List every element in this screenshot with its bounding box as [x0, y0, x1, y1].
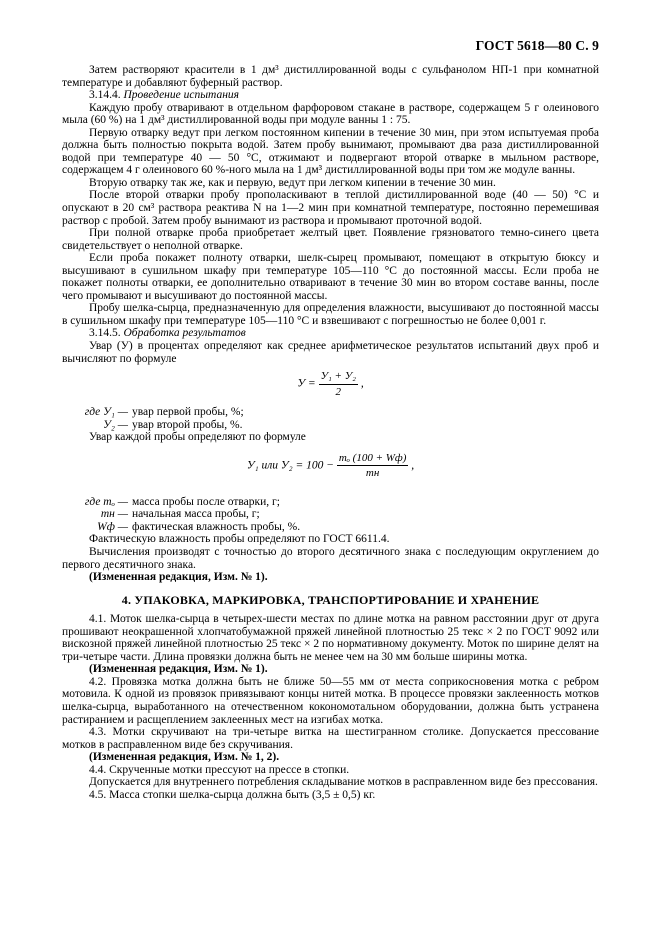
formula-yield [62, 452, 599, 492]
paragraph: 4.1. Моток шелка-сырца в четырех-шести местах по длине мотка на равном расстоянии друг от друга прошивают неокрашенной хлопчатобумажной пряжей линейной плотностью 25 текс × 2 по ГОСТ 9092 или вискозной пряжей линейной плотностью 25 текс × 2 по нормативному документу. Моток по ширине делят на три-четыре части. Длина провязки должна быть не менее чем на 30 мм больше ширины мотка. [62, 613, 599, 663]
paragraph: Первую отварку ведут при легком постоянном кипении в течение 30 мин, при этом испытуемая проба должна быть полностью покрыта водой. Затем пробу вынимают, промывают два раза дистиллированной водой при температуре 40 — 50 °С, отжимают и подвергают второй отварке в мыльном растворе, содержащем 4 г олеинового 60 %-ного мыла на 1 дм³ дистиллированной воды при том же модуле ванны. [62, 126, 599, 177]
subsection-number: 3.14.5. [89, 327, 121, 340]
section-heading: 4. УПАКОВКА, МАРКИРОВКА, ТРАНСПОРТИРОВАНИЕ И ХРАНЕНИЕ [121, 592, 540, 607]
subsection-number: 3.14.4. [89, 89, 121, 102]
paragraph: Фактическую влажность пробы определяют по ГОСТ 6611.4. [89, 533, 390, 546]
paragraph: 4.3. Мотки скручивают на три-четыре витка на шестигранном столике. Допускается прессование мотков в расправленном виде без скручивания. [62, 726, 599, 751]
formula-average [62, 370, 599, 402]
formula-numerator: mₒ (100 + Wф) [337, 452, 409, 467]
formula-lhs: У = [297, 377, 316, 390]
legend-text: масса пробы после отварки, г; [132, 495, 280, 508]
page-header: ГОСТ 5618—80 С. 9 [475, 38, 599, 53]
paragraph: 4.4. Скрученные мотки прессуют на прессе в стопки. [89, 763, 350, 776]
revision-note: (Измененная редакция, Изм. № 1, 2). [89, 751, 280, 764]
paragraph: 4.2. Провязка мотка должна быть не ближе 50—55 мм от места соприкосновения мотка с ребром мотовила. К одной из провязок привязывают концы нитей мотка. В процессе провязки заклеенность мотков шелка-сырца, выработанного на отечественном кокономотальном оборудовании, должна быть устранена растиранием и расщеплением заклеенных мест на изгибах мотка. [62, 675, 599, 726]
legend-row [62, 508, 599, 521]
subsection-heading [62, 89, 599, 102]
document-body [62, 64, 599, 801]
formula-legend [62, 406, 599, 431]
legend-symbol: где У₁ — [84, 406, 128, 419]
legend-row [62, 521, 599, 534]
subsection-heading [62, 327, 599, 340]
formula-tail: , [411, 459, 415, 472]
subsection-title: Обработка результатов [123, 327, 246, 340]
formula-fraction [337, 452, 409, 480]
legend-row [62, 496, 599, 509]
paragraph: Если проба покажет полноту отварки, шелк-сырец промывают, помещают в открытую бюксу и высушивают в сушильном шкафу при температуре 105—110 °С до постоянной массы. Если проба не покажет полноты отварки, ее дополнительно отваривают в течение 30 мин во втором составе ванны, после чего промывают и высушивают до постоянной массы. [62, 252, 599, 302]
legend-row [62, 406, 599, 419]
formula-denominator: 2 [335, 385, 341, 398]
formula-lhs: У₁ или У₂ = 100 − [246, 459, 334, 472]
subsection-title: Проведение испытания [123, 89, 239, 102]
revision-note: (Измененная редакция, Изм. № 1). [89, 571, 268, 584]
legend-row [62, 419, 599, 432]
formula-legend [62, 496, 599, 534]
paragraph: При полной отварке проба приобретает желтый цвет. Появление грязноватого темно-синего цвета свидетельствует о неполной отварке. [62, 227, 599, 252]
legend-text: увар второй пробы, %. [132, 418, 243, 431]
formula-tail: , [360, 377, 364, 390]
paragraph: 4.5. Масса стопки шелка-сырца должна быть (3,5 ± 0,5) кг. [89, 788, 376, 801]
paragraph: Каждую пробу отваривают в отдельном фарфоровом стакане в растворе, содержащем 5 г олеинового мыла (60 %) на 1 дм³ дистиллированной воды при модуле ванны 1 : 75. [62, 101, 599, 127]
paragraph: После второй отварки пробу прополаскивают в теплой дистиллированной воде (40 — 50) °С и опускают в 20 см³ раствора реактива N на 1—2 мин при комнатной температуре, постоянно перемешивая раствор с пробой. Затем пробу вынимают из раствора и промывают проточной водой. [62, 189, 599, 227]
revision-note: (Измененная редакция, Изм. № 1). [89, 663, 268, 676]
paragraph: Затем растворяют красители в 1 дм³ дистиллированной воды с сульфанолом НП-1 при комнатной температуре и добавляют буферный раствор. [62, 64, 599, 89]
formula-fraction [319, 370, 358, 398]
legend-text: фактическая влажность пробы, %. [132, 520, 301, 533]
legend-text: увар первой пробы, %; [132, 406, 244, 419]
formula-denominator: mн [365, 467, 380, 480]
paragraph: Вычисления производят с точностью до второго десятичного знака с последующим округлением до первого десятичного знака. [62, 545, 599, 571]
legend-symbol: Wф — [97, 520, 128, 533]
legend-symbol: У₂ — [103, 418, 128, 431]
paragraph: Пробу шелка-сырца, предназначенную для определения влажности, высушивают до постоянной массы в сушильном шкафу при температуре 105—110 °С и взвешивают с погрешностью не более 0,001 г. [62, 302, 599, 327]
formula-numerator: У₁ + У₂ [319, 370, 358, 385]
legend-symbol: mн — [100, 508, 128, 521]
paragraph: Допускается для внутреннего потребления складывание мотков в расправленном виде без прессования. [89, 776, 598, 789]
paragraph: Вторую отварку так же, как и первую, ведут при легком кипении в течение 30 мин. [89, 176, 496, 189]
legend-text: начальная масса пробы, г; [132, 508, 260, 521]
paragraph: Увар каждой пробы определяют по формуле [89, 431, 306, 444]
legend-symbol: где mₒ — [84, 495, 128, 508]
paragraph: Увар (У) в процентах определяют как среднее арифметическое результатов испытаний двух проб и вычисляют по формуле [62, 340, 599, 365]
